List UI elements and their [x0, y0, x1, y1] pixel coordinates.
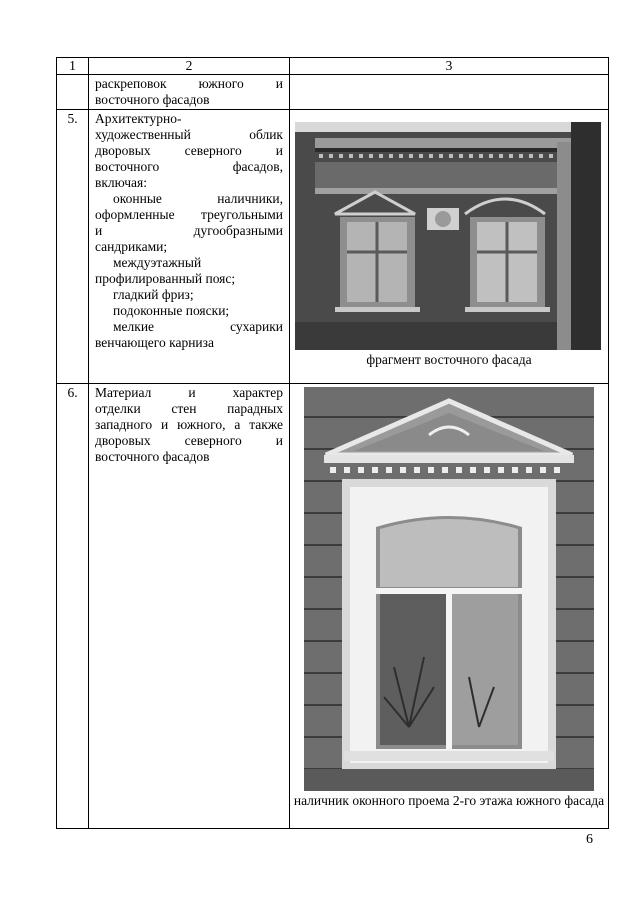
row5-line: гладкий фриз; [113, 287, 194, 302]
row5-line: профилированный пояс; [95, 271, 236, 286]
row6-line: Материал и характер [95, 385, 283, 400]
row5-line: мелкие сухарики [113, 319, 283, 334]
row5-line: междуэтажный [113, 255, 202, 270]
row-continued-photo [290, 75, 609, 110]
row5-line: восточного фасадов, [95, 159, 283, 174]
row6-line: отделки стен парадных [95, 401, 283, 416]
row6-caption: наличник оконного проема 2-го этажа южного фасада [293, 793, 605, 808]
row5-text [89, 110, 290, 384]
row5-line: Архитектурно- [95, 111, 182, 126]
row-continued-line2: восточного фасадов [95, 92, 210, 107]
header-col1: 1 [57, 58, 89, 75]
row5-line: сандриками; [95, 239, 168, 254]
row6-line: восточного фасадов [95, 449, 210, 464]
header-col2: 2 [89, 58, 290, 75]
row5-line: подоконные пояски; [113, 303, 230, 318]
row6-line: западного и южного, а также [95, 417, 283, 432]
row6-line: дворовых северного и [95, 433, 283, 448]
row5-line: дворовых северного и [95, 143, 283, 158]
row5-line: оконные наличники, [113, 191, 283, 206]
row6-photo-cell [290, 384, 609, 829]
row5-line: венчающего карниза [95, 335, 214, 350]
row5-caption: фрагмент восточного фасада [366, 352, 532, 367]
row5-line: и дугообразными [95, 223, 283, 238]
window-surround-photo [304, 387, 594, 791]
row5-line: художественный облик [95, 127, 283, 142]
row5-photo-cell [290, 110, 609, 384]
document-table [56, 57, 609, 829]
row-continued [57, 75, 609, 110]
row6-number: 6. [57, 384, 89, 829]
row-continued-num [57, 75, 89, 110]
row-5 [57, 110, 609, 384]
page-number: 6 [586, 832, 593, 847]
row5-number: 5. [57, 110, 89, 384]
row-continued-line1: раскреповок южного и [95, 76, 283, 91]
row5-line: оформленные треугольными [95, 207, 283, 222]
header-row [57, 58, 609, 75]
row-continued-text [89, 75, 290, 110]
header-col3: 3 [290, 58, 609, 75]
east-facade-photo [295, 122, 601, 350]
row5-line: включая: [95, 175, 147, 190]
row-6 [57, 384, 609, 829]
row6-text [89, 384, 290, 829]
